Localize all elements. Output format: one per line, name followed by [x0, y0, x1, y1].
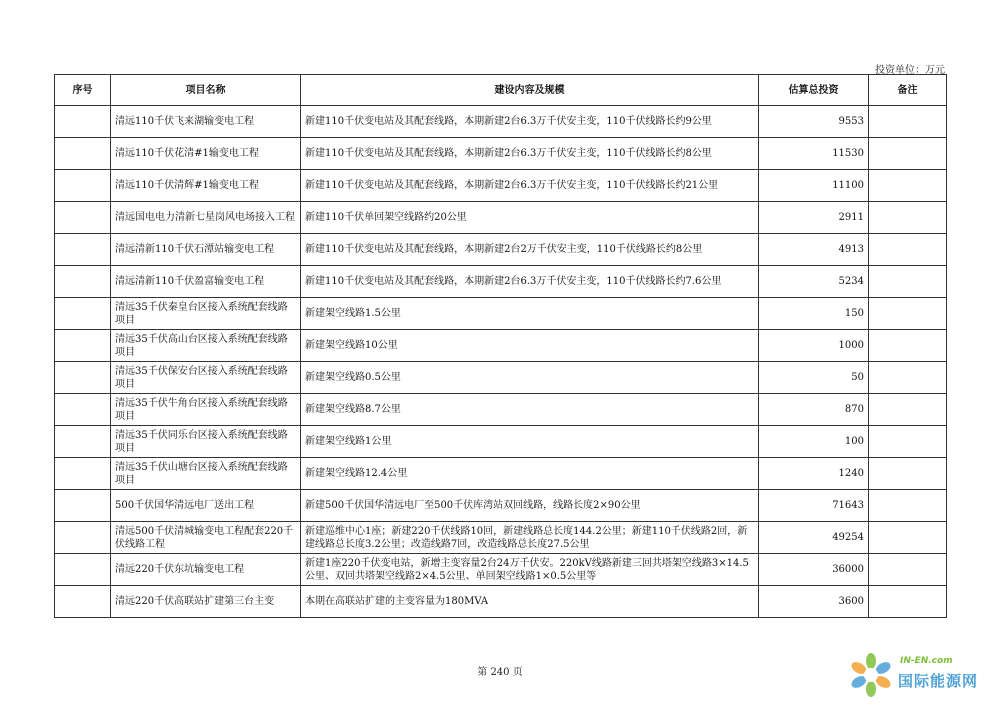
- cell-construction-content: 新建架空线路1.5公里: [301, 298, 759, 330]
- table-header-row: [55, 75, 947, 106]
- cell-no: [55, 234, 111, 266]
- cell-remark: [869, 106, 947, 138]
- cell-estimated-investment: 3600: [759, 586, 869, 618]
- cell-estimated-investment: 4913: [759, 234, 869, 266]
- cell-construction-content: 新建110千伏变电站及其配套线路，本期新建2台6.3万千伏安主变，110千伏线路长约21公里: [301, 170, 759, 202]
- cell-no: [55, 330, 111, 362]
- header-content: 建设内容及规模: [301, 75, 759, 106]
- table-row: [55, 138, 947, 170]
- table-row: [55, 394, 947, 426]
- cell-construction-content: 新建110千伏单回架空线路约20公里: [301, 202, 759, 234]
- cell-remark: [869, 170, 947, 202]
- cell-project-name: 清远220千伏东坑输变电工程: [111, 554, 301, 586]
- table-row: [55, 426, 947, 458]
- cell-estimated-investment: 5234: [759, 266, 869, 298]
- cell-estimated-investment: 36000: [759, 554, 869, 586]
- logo-cn-text: 国际能源网: [898, 672, 979, 690]
- table-row: [55, 298, 947, 330]
- cell-construction-content: 新建110千伏变电站及其配套线路，本期新建2台6.3万千伏安主变，110千伏线路长约7.6公里: [301, 266, 759, 298]
- cell-estimated-investment: 11530: [759, 138, 869, 170]
- cell-construction-content: 新建架空线路10公里: [301, 330, 759, 362]
- cell-estimated-investment: 150: [759, 298, 869, 330]
- cell-project-name: 清远清新110千伏石潭站输变电工程: [111, 234, 301, 266]
- table-row: [55, 458, 947, 490]
- table-row: [55, 266, 947, 298]
- watermark-logo: [848, 650, 988, 698]
- cell-construction-content: 本期在高联站扩建的主变容量为180MVA: [301, 586, 759, 618]
- cell-project-name: 清远35千伏牛角台区接入系统配套线路项目: [111, 394, 301, 426]
- cell-no: [55, 426, 111, 458]
- cell-project-name: 清远35千伏同乐台区接入系统配套线路项目: [111, 426, 301, 458]
- cell-remark: [869, 330, 947, 362]
- cell-project-name: 500千伏国华清远电厂送出工程: [111, 490, 301, 522]
- header-name: 项目名称: [111, 75, 301, 106]
- cell-remark: [869, 554, 947, 586]
- cell-estimated-investment: 100: [759, 426, 869, 458]
- cell-project-name: 清远35千伏秦皇台区接入系统配套线路项目: [111, 298, 301, 330]
- cell-remark: [869, 202, 947, 234]
- investment-unit-note: 投资单位：万元: [875, 65, 945, 76]
- cell-estimated-investment: 50: [759, 362, 869, 394]
- cell-project-name: 清远35千伏高山台区接入系统配套线路项目: [111, 330, 301, 362]
- cell-project-name: 清远220千伏高联站扩建第三台主变: [111, 586, 301, 618]
- table-row: [55, 554, 947, 586]
- cell-no: [55, 202, 111, 234]
- cell-construction-content: 新建500千伏国华清远电厂至500千伏库湾站双回线路，线路长度2×90公里: [301, 490, 759, 522]
- cell-remark: [869, 426, 947, 458]
- cell-remark: [869, 522, 947, 554]
- cell-no: [55, 170, 111, 202]
- cell-remark: [869, 138, 947, 170]
- cell-remark: [869, 298, 947, 330]
- table-row: [55, 330, 947, 362]
- cell-no: [55, 394, 111, 426]
- cell-remark: [869, 362, 947, 394]
- table-row: [55, 490, 947, 522]
- cell-construction-content: 新建巡维中心1座；新建220千伏线路10回，新建线路总长度144.2公里；新建110千伏线路2回，新建线路总长度3.2公里；改造线路7回，改造线路总长度27.5公里: [301, 522, 759, 554]
- cell-no: [55, 138, 111, 170]
- cell-no: [55, 458, 111, 490]
- cell-remark: [869, 490, 947, 522]
- cell-remark: [869, 394, 947, 426]
- project-table: [54, 74, 947, 618]
- cell-remark: [869, 458, 947, 490]
- cell-project-name: 清远35千伏山塘台区接入系统配套线路项目: [111, 458, 301, 490]
- cell-remark: [869, 266, 947, 298]
- cell-estimated-investment: 1240: [759, 458, 869, 490]
- cell-no: [55, 522, 111, 554]
- cell-construction-content: 新建110千伏变电站及其配套线路，本期新建2台6.3万千伏安主变，110千伏线路长约8公里: [301, 138, 759, 170]
- cell-no: [55, 586, 111, 618]
- table-row: [55, 202, 947, 234]
- cell-no: [55, 298, 111, 330]
- cell-project-name: 清远110千伏飞来湖输变电工程: [111, 106, 301, 138]
- table-row: [55, 586, 947, 618]
- table-row: [55, 106, 947, 138]
- cell-estimated-investment: 2911: [759, 202, 869, 234]
- cell-construction-content: 新建1座220千伏变电站，新增主变容量2台24万千伏安。220kV线路新建三回共塔架空线路3×14.5公里、双回共塔架空线路2×4.5公里、单回架空线路1×0.5公里等: [301, 554, 759, 586]
- cell-no: [55, 554, 111, 586]
- table-body: [55, 106, 947, 618]
- table-row: [55, 522, 947, 554]
- cell-estimated-investment: 1000: [759, 330, 869, 362]
- cell-project-name: 清远110千伏花清#1输变电工程: [111, 138, 301, 170]
- logo-en-text: IN-EN.com: [900, 656, 953, 666]
- cell-estimated-investment: 9553: [759, 106, 869, 138]
- sun-flower-logo-icon: [848, 652, 894, 698]
- cell-estimated-investment: 71643: [759, 490, 869, 522]
- cell-no: [55, 490, 111, 522]
- cell-remark: [869, 586, 947, 618]
- cell-construction-content: 新建110千伏变电站及其配套线路，本期新建2台6.3万千伏安主变，110千伏线路长约9公里: [301, 106, 759, 138]
- cell-estimated-investment: 870: [759, 394, 869, 426]
- header-amount: 估算总投资: [759, 75, 869, 106]
- table-row: [55, 170, 947, 202]
- cell-project-name: 清远清新110千伏盈富输变电工程: [111, 266, 301, 298]
- cell-project-name: 清远国电电力清新七星岗风电场接入工程: [111, 202, 301, 234]
- cell-estimated-investment: 11100: [759, 170, 869, 202]
- cell-construction-content: 新建架空线路12.4公里: [301, 458, 759, 490]
- cell-project-name: 清远110千伏清辉#1输变电工程: [111, 170, 301, 202]
- cell-remark: [869, 234, 947, 266]
- cell-project-name: 清远35千伏保安台区接入系统配套线路项目: [111, 362, 301, 394]
- cell-construction-content: 新建架空线路8.7公里: [301, 394, 759, 426]
- cell-no: [55, 106, 111, 138]
- header-no: 序号: [55, 75, 111, 106]
- cell-no: [55, 266, 111, 298]
- header-remark: 备注: [869, 75, 947, 106]
- cell-project-name: 清远500千伏清城输变电工程配套220千伏线路工程: [111, 522, 301, 554]
- table-row: [55, 234, 947, 266]
- page-number: 第 240 页: [477, 667, 523, 678]
- table-row: [55, 362, 947, 394]
- cell-construction-content: 新建架空线路1公里: [301, 426, 759, 458]
- cell-no: [55, 362, 111, 394]
- cell-construction-content: 新建架空线路0.5公里: [301, 362, 759, 394]
- cell-construction-content: 新建110千伏变电站及其配套线路，本期新建2台2万千伏安主变，110千伏线路长约8公里: [301, 234, 759, 266]
- cell-estimated-investment: 49254: [759, 522, 869, 554]
